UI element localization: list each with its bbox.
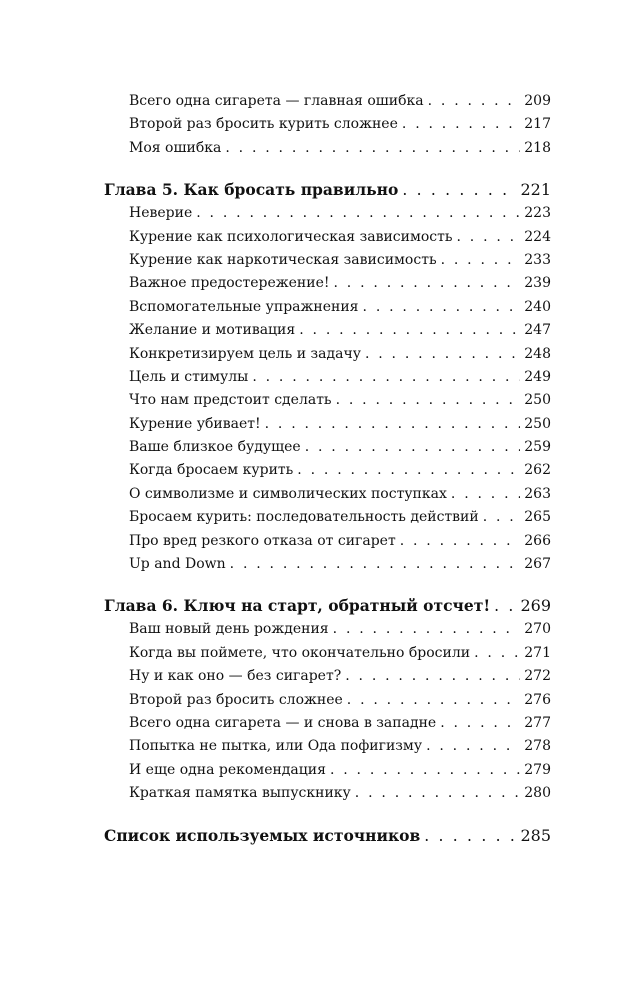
toc-entry-page: 266 [524, 532, 551, 549]
leader-dots [456, 226, 520, 249]
toc-entry-page: 262 [524, 462, 551, 479]
toc-entry-title: Курение как психологическая зависимость [129, 228, 453, 245]
toc-entry-title: Конкретизируем цель и задачу [129, 345, 361, 362]
toc-entry-title: Неверие [129, 205, 193, 222]
toc-entry-page: 240 [524, 298, 551, 315]
sources-title: Список используемых источников [104, 825, 421, 845]
toc-entry-title: Бросаем курить: последовательность действий [129, 509, 479, 526]
toc-entry [104, 782, 551, 805]
toc-entry [104, 202, 551, 225]
toc-entry-page: 265 [524, 509, 551, 526]
toc-entry-page: 247 [524, 322, 551, 339]
leader-dots [336, 389, 521, 412]
leader-dots [333, 618, 521, 641]
toc-entry-title: Ну и как оно — без сигарет? [129, 668, 342, 685]
toc-entry-page: 250 [524, 392, 551, 409]
toc-entry-page: 272 [524, 668, 551, 685]
toc-entry-page: 278 [524, 738, 551, 755]
chapter-page: 269 [520, 596, 551, 616]
toc-entry-title: И еще одна рекомендация [129, 761, 326, 778]
leader-dots [355, 782, 520, 805]
toc-entry-page: 250 [524, 415, 551, 432]
toc-entry-page: 267 [524, 556, 551, 573]
toc-entry-title: Вспомогательные упражнения [129, 298, 359, 315]
leader-dots [345, 665, 520, 688]
toc-entry-page: 209 [524, 93, 551, 109]
toc-entry [104, 319, 551, 342]
toc-entry [104, 226, 551, 249]
toc-entry-title: Важное предостережение! [129, 275, 330, 292]
leader-dots [483, 506, 521, 529]
toc-entry [104, 343, 551, 366]
toc-entry [104, 506, 551, 529]
toc-entry [104, 296, 551, 319]
leader-dots [402, 113, 520, 136]
toc-entry-title: Всего одна сигарета — главная ошибка [129, 93, 424, 109]
toc-entry [104, 413, 551, 436]
leader-dots [347, 689, 520, 712]
toc-entry [104, 530, 551, 553]
chapter-title: Глава 6. Ключ на старт, обратный отсчет! [104, 596, 491, 616]
leader-dots [196, 202, 520, 225]
leader-dots [305, 436, 521, 459]
toc-entry-title: Ваш новый день рождения [129, 621, 329, 638]
toc-entry-title: О символизме и символических поступках [129, 485, 447, 502]
toc-entry-page: 239 [524, 275, 551, 292]
toc-entry-title: Краткая памятка выпускнику [129, 785, 351, 802]
toc-entry-title: Про вред резкого отказа от сигарет [129, 532, 396, 549]
toc-entry [104, 90, 551, 113]
table-of-contents [104, 90, 551, 848]
toc-entry-page: 249 [524, 368, 551, 385]
leader-dots [265, 413, 521, 436]
leader-dots [400, 530, 521, 553]
toc-entry-title: Цель и стимулы [129, 368, 249, 385]
toc-entry [104, 436, 551, 459]
leader-dots [440, 712, 520, 735]
toc-entry-title: Когда бросаем курить [129, 462, 294, 479]
toc-entry [104, 113, 551, 136]
toc-entry-title: Что нам предстоит сделать [129, 392, 332, 409]
toc-entry [104, 735, 551, 758]
leader-dots [252, 366, 520, 389]
toc-entry [104, 459, 551, 482]
leader-dots [402, 178, 516, 202]
toc-entry-page: 233 [524, 251, 551, 268]
chapter-page: 221 [520, 180, 551, 200]
toc-entry-page: 223 [524, 205, 551, 222]
toc-entry-title: Up and Down [129, 556, 226, 573]
leader-dots [441, 249, 521, 272]
leader-dots [424, 824, 516, 848]
leader-dots [428, 90, 521, 113]
leader-dots [334, 272, 521, 295]
toc-entry [104, 642, 551, 665]
toc-entry [104, 712, 551, 735]
leader-dots [426, 735, 520, 758]
toc-entry-page: 217 [524, 116, 551, 133]
toc-entry [104, 689, 551, 712]
toc-entry-title: Ваше близкое будущее [129, 439, 301, 456]
leader-dots [365, 343, 520, 366]
toc-entry [104, 249, 551, 272]
toc-entry [104, 553, 551, 576]
toc-entry-page: 279 [524, 761, 551, 778]
leader-dots [451, 483, 520, 506]
toc-sources [104, 824, 551, 848]
leader-dots [330, 759, 520, 782]
toc-entry-title: Курение убивает! [129, 415, 261, 432]
toc-entry [104, 759, 551, 782]
toc-entry [104, 389, 551, 412]
toc-entry-title: Всего одна сигарета — и снова в западне [129, 714, 437, 731]
leader-dots [297, 459, 520, 482]
toc-entry-title: Желание и мотивация [129, 322, 296, 339]
toc-entry [104, 272, 551, 295]
toc-chapter-5 [104, 178, 551, 202]
toc-entry [104, 618, 551, 641]
toc-entry-title: Второй раз бросить сложнее [129, 691, 343, 708]
toc-entry-title: Попытка не пытка, или Ода пофигизму [129, 738, 423, 755]
leader-dots [299, 319, 520, 342]
toc-entry-page: 270 [524, 621, 551, 638]
toc-entry-title: Моя ошибка [129, 139, 222, 156]
leader-dots [230, 553, 521, 576]
toc-entry-title: Второй раз бросить курить сложнее [129, 116, 398, 133]
toc-entry-page: 259 [524, 439, 551, 456]
toc-entry-page: 280 [524, 785, 551, 802]
leader-dots [363, 296, 521, 319]
toc-entry-title: Курение как наркотическая зависимость [129, 251, 437, 268]
toc-entry-page: 248 [524, 345, 551, 362]
toc-entry [104, 137, 551, 160]
toc-entry-page: 263 [524, 485, 551, 502]
toc-entry-page: 277 [524, 714, 551, 731]
toc-entry [104, 665, 551, 688]
toc-entry-page: 276 [524, 691, 551, 708]
toc-entry [104, 483, 551, 506]
toc-entry-page: 218 [524, 139, 551, 156]
toc-chapter-6 [104, 594, 551, 618]
toc-entry-title: Когда вы поймете, что окончательно бросили [129, 644, 471, 661]
toc-entry-page: 271 [524, 644, 551, 661]
toc-entry [104, 366, 551, 389]
leader-dots [474, 642, 520, 665]
leader-dots [225, 137, 520, 160]
sources-page: 285 [520, 825, 551, 845]
leader-dots [494, 594, 516, 618]
toc-entry-page: 224 [524, 228, 551, 245]
chapter-title: Глава 5. Как бросать правильно [104, 180, 399, 200]
